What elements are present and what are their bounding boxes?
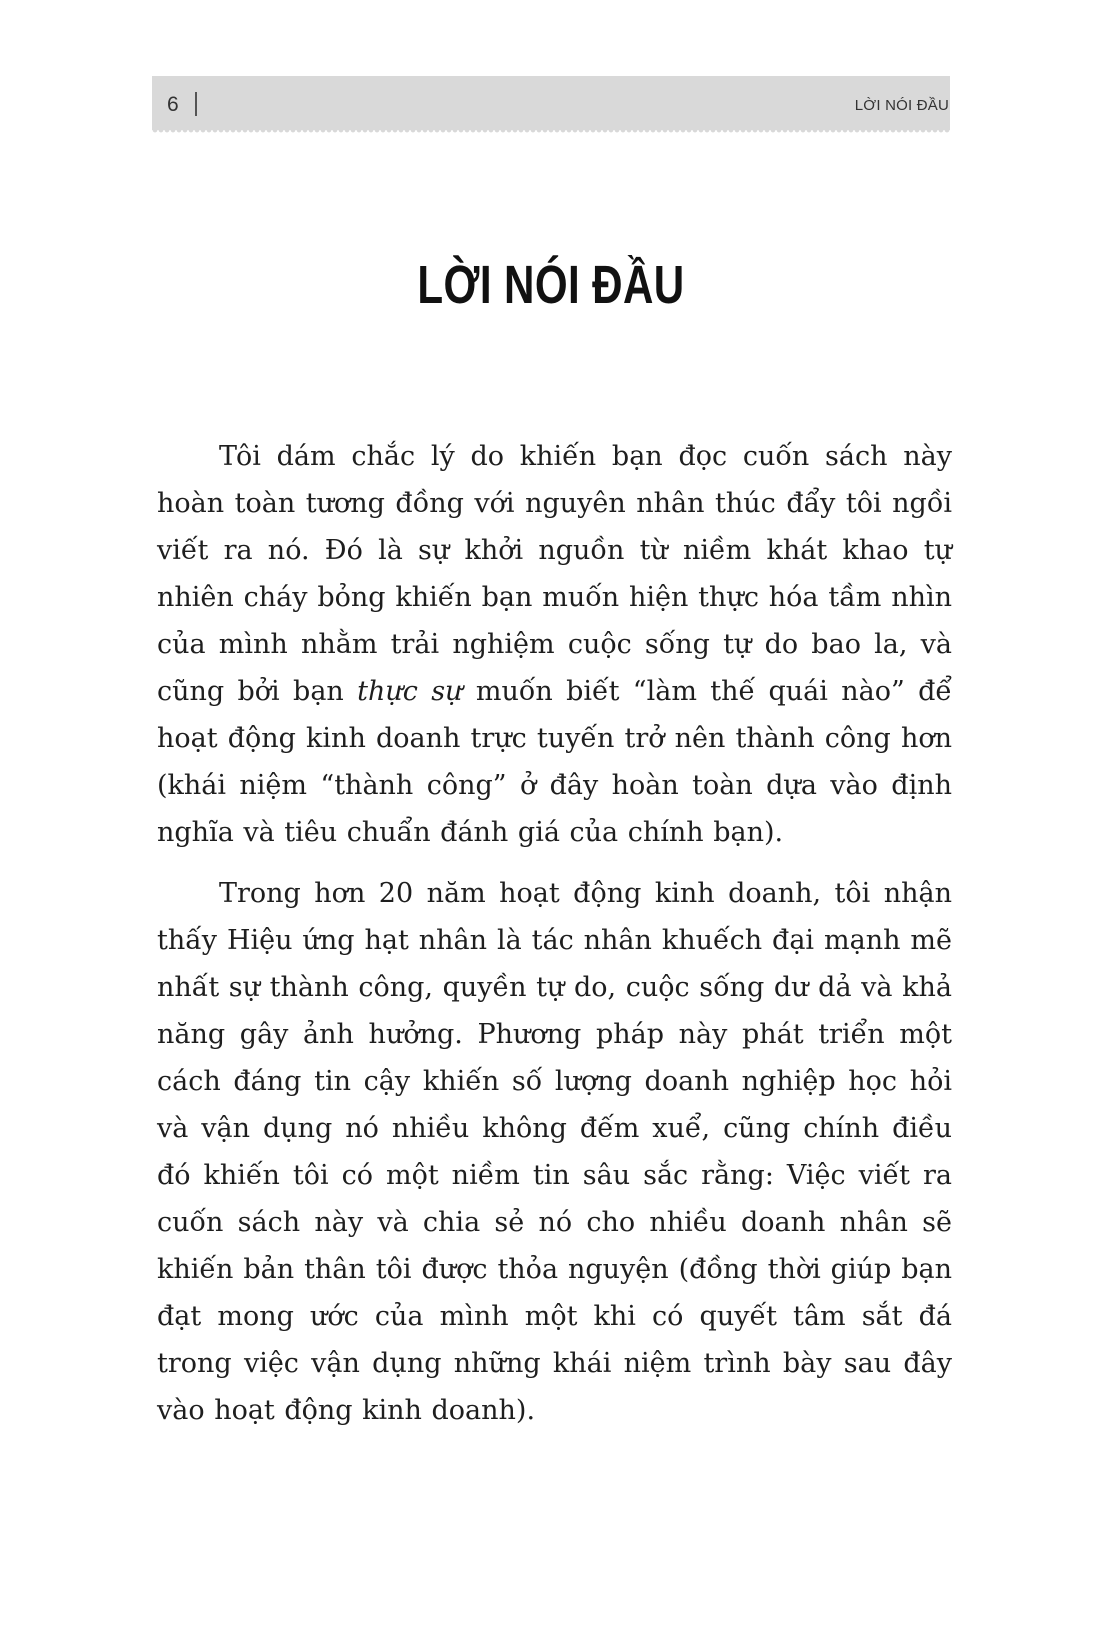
body-text [157, 433, 952, 1448]
running-header-bar [152, 76, 950, 130]
header-divider [195, 92, 197, 116]
page-number: 6 [167, 93, 179, 116]
running-head-title: LỜI NÓI ĐẦU [854, 97, 949, 114]
paragraph-1-text-after: muốn biết “làm thế quái nào” để hoạt động kinh doanh trực tuyến trở nên thành công hơn (khái niệm “thành công” ở đây hoàn toàn dựa vào định nghĩa và tiêu chuẩn đánh giá của chính bạn). [157, 676, 952, 848]
paragraph-1-emphasis: thực sự [357, 676, 463, 707]
paragraph-1-text-before: Tôi dám chắc lý do khiến bạn đọc cuốn sách này hoàn toàn tương đồng với nguyên nhân thúc đẩy tôi ngồi viết ra nó. Đó là sự khởi nguồn từ niềm khát khao tự nhiên cháy bỏng khiến bạn muốn hiện thực hóa tầm nhìn của mình nhằm trải nghiệm cuộc sống tự do bao la, và cũng bởi bạn [157, 441, 952, 707]
paragraph-1 [157, 433, 952, 856]
chapter-title: LỜI NÓI ĐẦU [417, 255, 685, 315]
paragraph-2: Trong hơn 20 năm hoạt động kinh doanh, tôi nhận thấy Hiệu ứng hạt nhân là tác nhân khuếch đại mạnh mẽ nhất sự thành công, quyền tự do, cuộc sống dư dả và khả năng gây ảnh hưởng. Phương pháp này phát triển một cách đáng tin cậy khiến số lượng doanh nghiệp học hỏi và vận dụng nó nhiều không đếm xuể, cũng chính điều đó khiến tôi có một niềm tin sâu sắc rằng: Việc viết ra cuốn sách này và chia sẻ nó cho nhiều doanh nhân sẽ khiến bản thân tôi được thỏa nguyện (đồng thời giúp bạn đạt mong ước của mình một khi có quyết tâm sắt đá trong việc vận dụng những khái niệm trình bày sau đây vào hoạt động kinh doanh). [157, 878, 952, 1426]
